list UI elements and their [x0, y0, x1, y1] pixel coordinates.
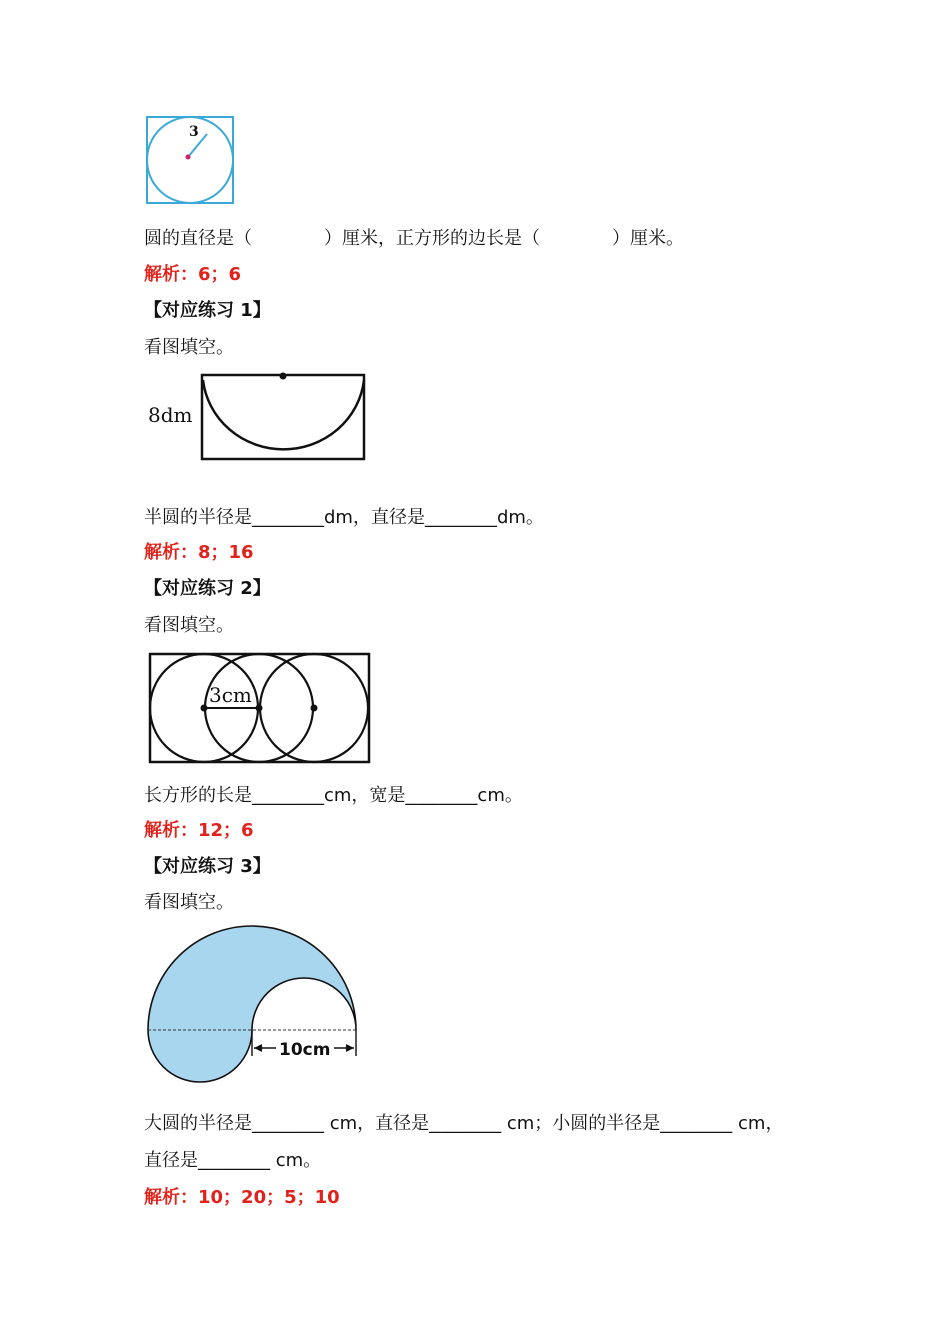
semicircle-center-dot	[280, 373, 287, 380]
practice-3-text-line-1: 大圆的半径是________ cm，直径是________ cm；小圆的半径是________ cm，	[144, 1113, 784, 1134]
practice-1-heading: 【对应练习 1】	[144, 300, 271, 321]
arrowhead-right	[346, 1044, 354, 1052]
question-1-text: 圆的直径是（ ）厘米，正方形的边长是（ ）厘米。	[144, 228, 684, 249]
practice-3-answer: 解析：10；20；5；10	[144, 1187, 340, 1208]
radius-label: 3	[189, 124, 199, 140]
figure-circle-shapes	[144, 922, 366, 1088]
practice-1-text: 半圆的半径是________dm，直径是________dm。	[144, 507, 544, 528]
practice-2-answer: 解析：12；6	[144, 820, 254, 841]
practice-1-instruction: 看图填空。	[144, 337, 234, 358]
rectangle-outline	[202, 375, 364, 459]
dimension-label: 3cm	[209, 683, 252, 707]
practice-2-heading: 【对应练习 2】	[144, 578, 271, 599]
center-dot	[186, 155, 191, 160]
figure-semicircle-in-rectangle	[146, 370, 368, 464]
figure-three-circles-in-rectangle	[146, 650, 374, 766]
center-dot-left	[201, 705, 208, 712]
figure-circle-in-square	[144, 114, 236, 206]
center-dot-middle	[256, 705, 263, 712]
dimension-label: 10cm	[279, 1040, 331, 1060]
practice-1-answer: 解析：8；16	[144, 542, 254, 563]
answer-1: 解析：6；6	[144, 264, 242, 285]
practice-2-text: 长方形的长是________cm，宽是________cm。	[144, 785, 523, 806]
dimension-label: 8dm	[148, 403, 193, 427]
semicircle-arc	[203, 380, 364, 449]
practice-2-instruction: 看图填空。	[144, 615, 234, 636]
practice-3-heading: 【对应练习 3】	[144, 856, 271, 877]
center-dot-right	[311, 705, 318, 712]
practice-3-text-line-2: 直径是________ cm。	[144, 1150, 322, 1171]
practice-3-instruction: 看图填空。	[144, 892, 234, 913]
arrowhead-left	[254, 1044, 262, 1052]
